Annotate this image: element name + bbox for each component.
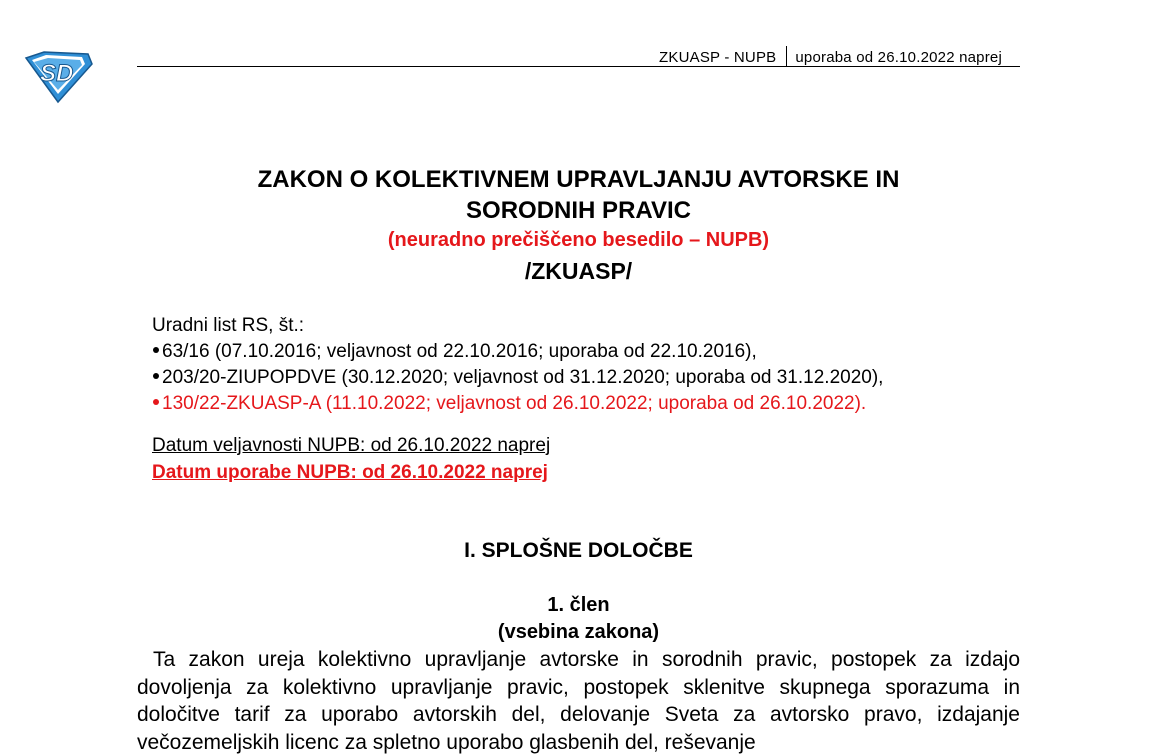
article-number: 1. člen: [547, 594, 610, 616]
law-abbreviation: /ZKUASP/: [524, 258, 633, 284]
article-heading: [137, 592, 1020, 646]
validity-date: Datum veljavnosti NUPB: od 26.10.2022 naprej: [152, 435, 551, 456]
header-separator: [786, 46, 787, 66]
header-usage: uporaba od 26.10.2022 naprej: [795, 49, 1002, 66]
gazette-entry: 63/16 (07.10.2016; veljavnost od 22.10.2016; uporaba od 22.10.2016),: [152, 339, 883, 365]
svg-text:SD: SD: [40, 60, 74, 87]
sd-logo-icon: [22, 48, 94, 104]
law-title: [137, 164, 1020, 226]
article-name: (vsebina zakona): [497, 621, 660, 643]
bullet-icon: [153, 373, 159, 379]
gazette-label: Uradni list RS, št.:: [152, 315, 305, 336]
section-heading: I. SPLOŠNE DOLOČBE: [464, 539, 693, 562]
page-header: [137, 44, 1020, 67]
gazette-entry: 203/20-ZIUPOPDVE (30.12.2020; veljavnost od 31.12.2020; uporaba od 31.12.2020),: [152, 365, 883, 391]
law-title-line-2: SORODNIH PRAVIC: [466, 197, 691, 224]
usage-date: Datum uporabe NUPB: od 26.10.2022 naprej: [152, 462, 548, 483]
bullet-icon: [153, 347, 159, 353]
bullet-icon: [153, 399, 159, 405]
gazette-entry: 130/22-ZKUASP-A (11.10.2022; veljavnost od 26.10.2022; uporaba od 26.10.2022).: [152, 391, 883, 417]
law-title-line-1: ZAKON O KOLEKTIVNEM UPRAVLJANJU AVTORSKE IN: [257, 166, 900, 193]
nupb-dates: [152, 432, 550, 486]
article-text: Ta zakon ureja kolektivno upravljanje avtorske in sorodnih pravic, postopek za izdajo dovoljenja za kolektivno upravljanje pravic, postopek sklenitve skupnega sporazuma in določitve tarif za uporabo avtorskih del, delovanje Sveta za avtorsko pravo, izdajanje večozemeljskih licenc za spletno uporabo glasbenih del, reševanje: [137, 648, 1020, 754]
gazette-list: [152, 313, 883, 417]
law-subtitle: (neuradno prečiščeno besedilo – NUPB): [387, 229, 770, 251]
header-doc-code: ZKUASP - NUPB: [659, 49, 777, 66]
